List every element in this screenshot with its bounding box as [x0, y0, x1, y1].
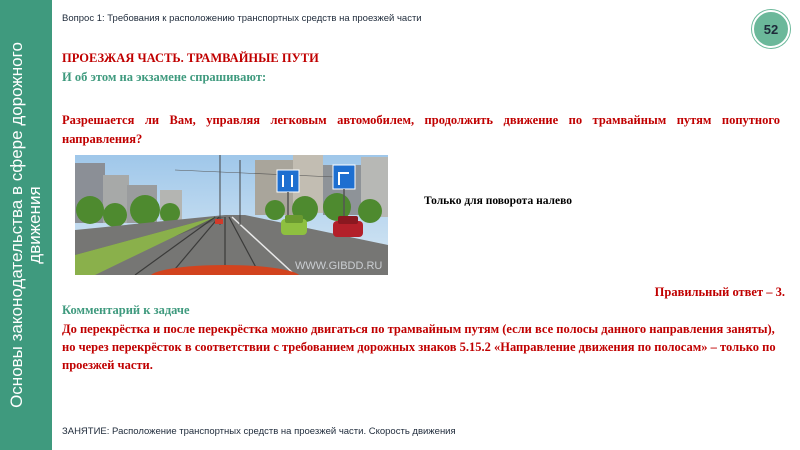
exam-note: И об этом на экзамене спрашивают:: [62, 70, 267, 84]
photo-watermark: WWW.GIBDD.RU: [295, 260, 383, 272]
correct-answer: Правильный ответ – 3.: [654, 285, 785, 299]
comment-title: Комментарий к задаче: [62, 303, 190, 317]
road-photo: [75, 155, 388, 275]
slide-number-badge: 52: [752, 10, 790, 48]
question-header: Вопрос 1: Требования к расположению транспортных средств на проезжей части: [62, 13, 422, 24]
sidebar-title: Основы законодательства в сфере дорожного движения: [7, 42, 44, 408]
question-text: Разрешается ли Вам, управляя легковым автомобилем, продолжить движение по трамвайным путям попутного направления?: [62, 113, 780, 146]
answer-option: Только для поворота налево: [423, 195, 572, 207]
lesson-footer: ЗАНЯТИЕ: Расположение транспортных средств на проезжей части. Скорость движения: [62, 426, 456, 437]
section-title: ПРОЕЗЖАЯ ЧАСТЬ. ТРАМВАЙНЫЕ ПУТИ: [62, 51, 319, 65]
sidebar: [0, 0, 52, 450]
comment-text: До перекрёстка и после перекрёстка можно двигаться по трамвайным путям (если все полосы данного направления заняты), но через перекрёсток в соответствии с требованием дорожных знаков 5.15.2 «Направление движения по полосам» – только по проезжей части.: [62, 322, 776, 372]
